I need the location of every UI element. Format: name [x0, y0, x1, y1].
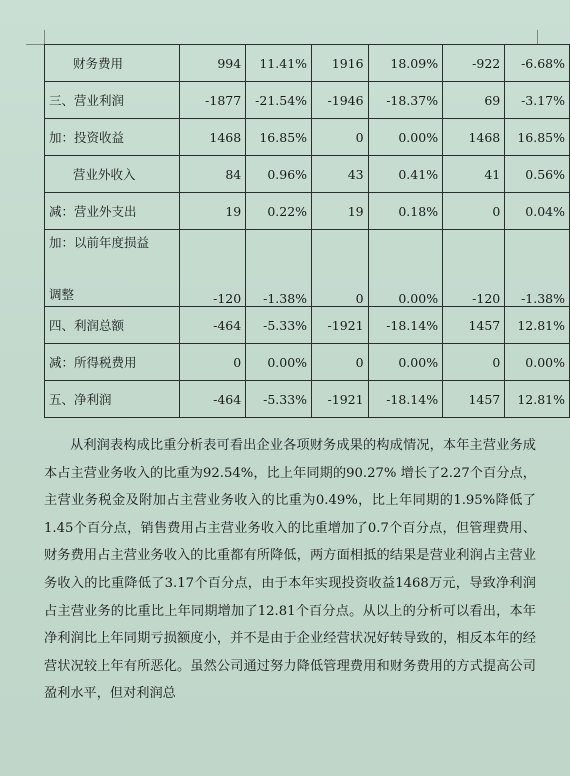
row-label: 四、利润总额 [45, 307, 180, 344]
cell-value: 0.18% [368, 193, 442, 230]
cell-value: 1457 [443, 307, 505, 344]
cell-value: 0.00% [505, 344, 570, 381]
table-row [45, 230, 570, 307]
cell-value: 994 [180, 45, 246, 82]
cell-value: 0 [312, 344, 369, 381]
cell-value: 84 [180, 156, 246, 193]
cell-value: 0 [443, 193, 505, 230]
cell-value: -18.37% [368, 82, 442, 119]
cell-value: 1468 [443, 119, 505, 156]
cell-value: 0 [180, 344, 246, 381]
cell-value: -120 [443, 230, 505, 307]
table-row [45, 307, 570, 344]
cell-value: -5.33% [246, 381, 312, 418]
cell-value: 0.00% [368, 230, 442, 307]
cell-value: -1.38% [505, 230, 570, 307]
cell-value: -18.14% [368, 381, 442, 418]
cell-value: 0 [312, 119, 369, 156]
row-label: 财务费用 [45, 45, 180, 82]
cell-value: 16.85% [505, 119, 570, 156]
cell-value: 0.00% [246, 344, 312, 381]
cell-value: 0.22% [246, 193, 312, 230]
cell-value: -1946 [312, 82, 369, 119]
profit-structure-table [44, 44, 570, 418]
cell-value: 43 [312, 156, 369, 193]
row-label: 三、营业利润 [45, 82, 180, 119]
cell-value: -3.17% [505, 82, 570, 119]
cell-value: 12.81% [505, 307, 570, 344]
cell-value: 0 [443, 344, 505, 381]
analysis-paragraph: 从利润表构成比重分析表可看出企业各项财务成果的构成情况，本年主营业务成本占主营业务收入的比重为92.54%，比上年同期的90.27% 增长了2.27个百分点，主营业务税金及附加占主营业务收入的比重为0.49%，比上年同期的1.95%降低了1.45个百分点，销售费用占主营业务收入的比重增加了0.7个百分点，但管理费用、财务费用占主营业务收入的比重都有所降低，两方面相抵的结果是营业利润占主营业务收入的比重降低了3.17个百分点，由于本年实现投资收益1468万元，导致净利润占主营业务的比重比上年同期增加了12.81个百分点。从以上的分析可以看出，本年净利润比上年同期亏损额度小，并不是由于企业经营状况好转导致的，相反本年的经营状况较上年有所恶化。虽然公司通过努力降低管理费用和财务费用的方式提高公司盈利水平，但对利润总 [44, 438, 536, 702]
cell-value: 12.81% [505, 381, 570, 418]
row-label [45, 230, 180, 307]
cell-value: 0.56% [505, 156, 570, 193]
row-label: 五、净利润 [45, 381, 180, 418]
cell-value: -464 [180, 381, 246, 418]
cell-value: 0.96% [246, 156, 312, 193]
row-label: 营业外收入 [45, 156, 180, 193]
cell-value: 0 [312, 230, 369, 307]
cell-value: -21.54% [246, 82, 312, 119]
cell-value: -120 [180, 230, 246, 307]
cell-value: 1457 [443, 381, 505, 418]
cell-value: 19 [180, 193, 246, 230]
cell-value: 1916 [312, 45, 369, 82]
cell-value: 0.00% [368, 119, 442, 156]
cell-value: -6.68% [505, 45, 570, 82]
table-row [45, 381, 570, 418]
cell-value: 0.04% [505, 193, 570, 230]
table-row [45, 45, 570, 82]
cell-value: -922 [443, 45, 505, 82]
cell-value: 69 [443, 82, 505, 119]
table-row [45, 193, 570, 230]
cell-value: 1468 [180, 119, 246, 156]
cell-value: -464 [180, 307, 246, 344]
table-row [45, 344, 570, 381]
row-label: 减：所得税费用 [45, 344, 180, 381]
crop-mark-top-right [537, 30, 552, 45]
table-row [45, 82, 570, 119]
cell-value: -1.38% [246, 230, 312, 307]
table-row [45, 156, 570, 193]
row-label: 减：营业外支出 [45, 193, 180, 230]
cell-value: 0.00% [368, 344, 442, 381]
row-label-line1: 加：以前年度损益 [49, 235, 150, 250]
cell-value: 16.85% [246, 119, 312, 156]
cell-value: -1877 [180, 82, 246, 119]
cell-value: -1921 [312, 307, 369, 344]
cell-value: 18.09% [368, 45, 442, 82]
table-row [45, 119, 570, 156]
cell-value: 0.41% [368, 156, 442, 193]
cell-value: -18.14% [368, 307, 442, 344]
cell-value: 19 [312, 193, 369, 230]
cell-value: 41 [443, 156, 505, 193]
row-label-line2: 调整 [49, 287, 75, 302]
row-label: 加：投资收益 [45, 119, 180, 156]
cell-value: -5.33% [246, 307, 312, 344]
cell-value: 11.41% [246, 45, 312, 82]
cell-value: -1921 [312, 381, 369, 418]
crop-mark-top-left [26, 30, 45, 45]
